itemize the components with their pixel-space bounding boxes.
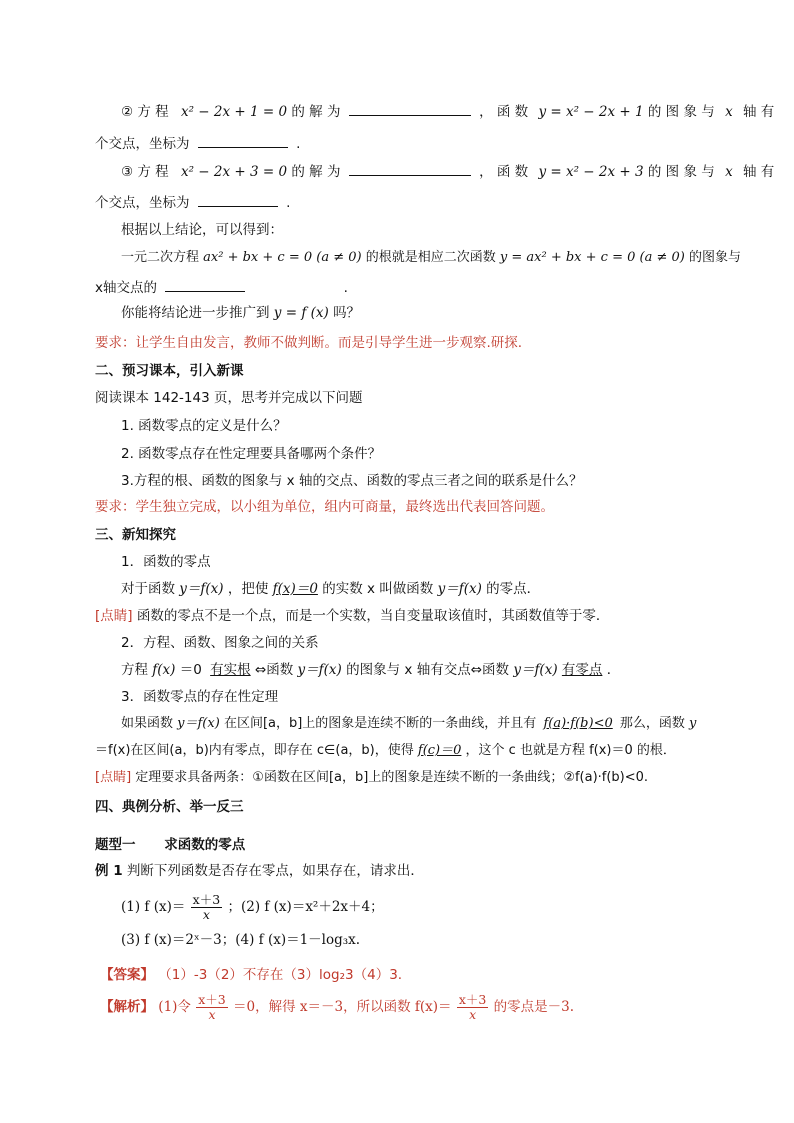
text: ，这个 c 也就是方程 f(x)＝0 的根．	[465, 743, 676, 758]
question-1: 1. 函数零点的定义是什么？	[121, 418, 287, 434]
root-condition: f(c)＝0	[417, 743, 462, 758]
answer-tag: 【答案】	[100, 967, 154, 983]
text: (1)令	[158, 999, 191, 1015]
solution-line	[100, 990, 574, 1024]
denominator: x	[469, 1006, 477, 1022]
subsection-3: 3．函数零点的存在性定理	[121, 689, 279, 705]
quadratic-equation: ax² + bx + c = 0 (a ≠ 0)	[203, 250, 362, 265]
type-1-heading	[95, 835, 245, 855]
answer-blank[interactable]	[198, 192, 278, 207]
question-3: 3.方程的根、函数的图象与 x 轴的交点、函数的零点三者之间的联系是什么？	[121, 473, 583, 489]
function-y: y＝f(x)	[177, 716, 220, 731]
text: 轴 有	[742, 104, 775, 120]
denominator: x	[202, 907, 210, 922]
text: 的 图 象 与	[647, 164, 715, 180]
answer-blank[interactable]	[198, 133, 288, 148]
function-y: y＝f(x)	[297, 662, 342, 678]
example-text: 判断下列函数是否存在零点，如果存在，请求出．	[126, 863, 424, 879]
text: 的实数 x 叫做函数	[322, 581, 434, 597]
item-3-line2	[95, 192, 290, 213]
text: 一元二次方程	[121, 250, 200, 265]
numerator: x＋3	[458, 991, 487, 1007]
text: 那么，函数	[619, 716, 685, 731]
section-3-heading: 三、新知探究	[95, 527, 176, 543]
answer-blank[interactable]	[165, 277, 245, 292]
text: 的零点是－3.	[493, 999, 575, 1015]
subsection-2: 2．方程、函数、图象之间的关系	[121, 635, 319, 651]
function-2: y = x² − 2x + 3	[538, 164, 644, 180]
text: 轴 有	[742, 164, 775, 180]
text: ， 函 数	[479, 104, 529, 120]
numerator: x＋3	[192, 892, 221, 907]
text: ⇔函数	[254, 662, 294, 678]
denominator: x	[208, 1006, 216, 1022]
text: ， 函 数	[479, 164, 529, 180]
tip-tag: [点睛]	[95, 770, 132, 785]
text: ，把使	[227, 581, 269, 597]
text: x轴交点的	[95, 280, 157, 296]
has-real-root: 有实根	[210, 662, 251, 678]
text: ＝f(x)在区间(a，b)内有零点，即存在 c∈(a，b)，使得	[95, 743, 414, 758]
item-2-prefix: ② 方 程	[121, 104, 169, 120]
conclusion-line2	[95, 277, 348, 298]
text: 你能将结论进一步推广到	[121, 305, 270, 321]
type-title: 求函数的零点	[164, 837, 246, 853]
text: 如果函数	[121, 716, 174, 731]
function-1: y = x² − 2x + 1	[538, 104, 644, 120]
function-y: y＝f(x)	[179, 581, 224, 597]
function-y: y＝f(x)	[437, 581, 482, 597]
numerator: x＋3	[198, 991, 226, 1007]
fraction	[196, 993, 228, 1022]
function-f: y = f (x)	[273, 305, 329, 321]
fraction	[457, 993, 489, 1022]
question-2: 2. 函数零点存在性定理要具备哪两个条件？	[121, 446, 382, 462]
section-2-heading: 二、预习课本，引入新课	[95, 363, 244, 379]
example-1-parts-1-2	[121, 890, 384, 924]
existence-theorem-2	[95, 741, 676, 761]
text: 的根就是相应二次函数	[365, 250, 496, 265]
text: 个交点，坐标为	[95, 136, 190, 152]
answer-line	[100, 965, 402, 985]
requirement-1: 要求：让学生自由发言，教师不做判断。而是引导学生进一步观察.研探.	[95, 335, 523, 351]
text: .	[343, 280, 348, 296]
quadratic-function: y = ax² + bx + c = 0 (a ≠ 0)	[499, 250, 685, 265]
tip-2	[95, 768, 648, 788]
text: ＝0，解得 x＝－3，所以函数 f(x)＝	[233, 999, 452, 1015]
x-axis-var: x	[725, 164, 733, 180]
fraction	[191, 893, 223, 922]
tip-tag: [点睛]	[95, 608, 133, 624]
text: 的 解 为	[291, 104, 341, 120]
item-3-prefix: ③ 方 程	[121, 164, 169, 180]
reading-instruction: 阅读课本 142-143 页，思考并完成以下问题	[95, 390, 363, 406]
function-y: y＝f(x)	[513, 662, 558, 678]
text: 吗？	[333, 305, 361, 321]
example-1-parts-3-4: (3) f (x)＝2ˣ－3；(4) f (x)＝1－log₃x.	[121, 932, 361, 948]
sign-condition: f(a)·f(b)<0	[543, 716, 613, 731]
item-2-line	[121, 101, 774, 122]
zero-definition	[121, 579, 540, 599]
text: 的 图 象 与	[647, 104, 715, 120]
solution-tag: 【解析】	[100, 999, 154, 1015]
text: 个交点，坐标为	[95, 195, 190, 211]
text: 方程	[121, 662, 148, 678]
tip-text: 函数的零点不是一个点，而是一个实数，当自变量取该值时，其函数值等于零．	[136, 608, 610, 624]
answer-blank[interactable]	[349, 161, 471, 176]
has-zero: 有零点	[561, 662, 603, 678]
answer-blank[interactable]	[349, 101, 471, 116]
conclusion-line	[121, 248, 741, 268]
tip-text: 定理要求具备两条：①函数在区间[a，b]上的图象是连续不断的一条曲线；②f(a)·f(b)<0.	[135, 770, 649, 785]
item-2-line2	[95, 133, 300, 154]
equation-1: x² − 2x + 1 = 0	[180, 104, 288, 120]
equivalence-line	[121, 660, 620, 680]
existence-theorem-1	[121, 714, 696, 734]
item-3-line	[121, 161, 774, 182]
part-1-label: (1) f (x)＝	[121, 899, 186, 915]
type-label: 题型一	[95, 837, 136, 853]
text: 对于函数	[121, 581, 175, 597]
text: ＝0	[179, 662, 202, 678]
example-1	[95, 861, 424, 881]
part-2: ；(2) f (x)＝x²＋2x＋4；	[227, 899, 384, 915]
text: 的图象与	[688, 250, 741, 265]
requirement-2: 要求：学生独立完成，以小组为单位，组内可商量，最终选出代表回答问题。	[95, 499, 554, 515]
function-f: f(x)	[152, 662, 176, 678]
text: 在区间[a，b]上的图象是连续不断的一条曲线，并且有	[223, 716, 537, 731]
equation-2: x² − 2x + 3 = 0	[180, 164, 288, 180]
answer-text: （1）-3（2）不存在（3）log₂3（4）3.	[158, 967, 403, 983]
generalize-question	[121, 303, 360, 323]
section-4-heading: 四、典例分析、举一反三	[95, 799, 244, 815]
example-tag: 例 1	[95, 863, 123, 879]
y-var: y	[689, 716, 697, 731]
text: 的零点．	[486, 581, 541, 597]
zero-condition: f(x)＝0	[272, 581, 318, 597]
x-axis-var: x	[725, 104, 733, 120]
text: 的图象与 x 轴有交点⇔函数	[346, 662, 510, 678]
subsection-1: 1．函数的零点	[121, 554, 211, 570]
text: .	[286, 195, 291, 211]
tip-1	[95, 606, 609, 626]
text: ．	[606, 662, 621, 678]
conclusion-intro: 根据以上结论，可以得到：	[121, 222, 283, 238]
text: .	[296, 136, 301, 152]
text: 的 解 为	[291, 164, 341, 180]
